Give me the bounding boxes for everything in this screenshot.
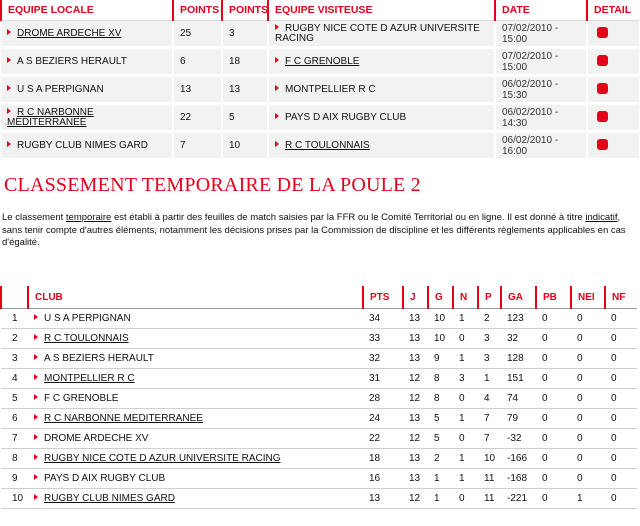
- club-name: PAYS D AIX RUGBY CLUB: [34, 473, 165, 484]
- club-name: DROME ARDECHE XV: [34, 433, 148, 444]
- stat-n: 0: [453, 429, 478, 449]
- stat-g: 9: [428, 349, 453, 369]
- away-team-cell: [268, 132, 495, 160]
- club-name[interactable]: R C NARBONNE MEDITERRANEE: [34, 413, 203, 424]
- rank: 1: [1, 309, 28, 329]
- club-cell: [28, 329, 363, 349]
- stat-nei: 0: [571, 309, 605, 329]
- stat-n: 0: [453, 329, 478, 349]
- standings-header-row: [1, 286, 637, 309]
- stat-j: 13: [403, 469, 428, 489]
- stat-n: 1: [453, 409, 478, 429]
- stat-g: 8: [428, 369, 453, 389]
- club-name: U S A PERPIGNAN: [34, 313, 131, 324]
- col-nf: NF: [605, 286, 637, 309]
- away-team: MONTPELLIER R C: [275, 84, 376, 95]
- rank: 6: [1, 409, 28, 429]
- club-name[interactable]: RUGBY NICE COTE D AZUR UNIVERSITE RACING: [34, 453, 281, 464]
- stat-p: 7: [478, 429, 501, 449]
- stat-p: 7: [478, 409, 501, 429]
- stat-p: 11: [478, 489, 501, 509]
- col-rank: [1, 286, 28, 309]
- stat-pts: 28: [363, 389, 403, 409]
- stat-pb: 0: [536, 409, 571, 429]
- stat-nei: 0: [571, 389, 605, 409]
- stat-nf: 0: [605, 449, 637, 469]
- stat-pts: 31: [363, 369, 403, 389]
- away-team-cell: [268, 76, 495, 104]
- stat-n: 0: [453, 489, 478, 509]
- rank: 10: [1, 489, 28, 509]
- stat-j: 13: [403, 409, 428, 429]
- away-team[interactable]: F C GRENOBLE: [275, 56, 359, 67]
- away-team-cell: [268, 48, 495, 76]
- match-row: [1, 21, 639, 48]
- stat-n: 1: [453, 469, 478, 489]
- col-pb: PB: [536, 286, 571, 309]
- stat-j: 13: [403, 329, 428, 349]
- stat-p: 11: [478, 469, 501, 489]
- match-date: 06/02/2010 - 14:30: [495, 104, 587, 132]
- stat-nei: 1: [571, 489, 605, 509]
- stat-ga: -166: [501, 449, 536, 469]
- stat-nei: 0: [571, 469, 605, 489]
- match-date: 07/02/2010 - 15:00: [495, 48, 587, 76]
- away-team[interactable]: R C TOULONNAIS: [275, 140, 370, 151]
- detail-cell: [587, 76, 639, 104]
- stat-g: 10: [428, 309, 453, 329]
- club-cell: [28, 429, 363, 449]
- col-detail: DETAIL: [587, 0, 639, 21]
- detail-icon[interactable]: [597, 111, 608, 122]
- col-date: DATE: [495, 0, 587, 21]
- stat-p: 3: [478, 349, 501, 369]
- stat-ga: 74: [501, 389, 536, 409]
- standings-row: [1, 389, 637, 409]
- detail-icon[interactable]: [597, 27, 608, 38]
- stat-nf: 0: [605, 469, 637, 489]
- detail-icon[interactable]: [597, 55, 608, 66]
- club-cell: [28, 309, 363, 329]
- col-club: CLUB: [28, 286, 363, 309]
- away-points: 10: [222, 132, 268, 160]
- description-text: Le classement: [2, 212, 66, 223]
- temporaire-link[interactable]: temporaire: [65, 212, 112, 223]
- stat-nf: 0: [605, 489, 637, 509]
- club-name[interactable]: RUGBY CLUB NIMES GARD: [34, 493, 175, 504]
- home-points: 7: [173, 132, 222, 160]
- stat-j: 13: [403, 349, 428, 369]
- home-team-cell: [1, 48, 173, 76]
- col-p: P: [478, 286, 501, 309]
- home-team-cell: [1, 21, 173, 48]
- rank: 8: [1, 449, 28, 469]
- stat-ga: 79: [501, 409, 536, 429]
- stat-nei: 0: [571, 449, 605, 469]
- home-points: 6: [173, 48, 222, 76]
- stat-p: 10: [478, 449, 501, 469]
- stat-ga: 128: [501, 349, 536, 369]
- stat-ga: -168: [501, 469, 536, 489]
- col-pts: PTS: [363, 286, 403, 309]
- stat-pts: 34: [363, 309, 403, 329]
- home-team: RUGBY CLUB NIMES GARD: [7, 141, 148, 151]
- stat-n: 1: [453, 449, 478, 469]
- stat-nf: 0: [605, 349, 637, 369]
- home-team-cell: [1, 104, 173, 132]
- stat-nf: 0: [605, 429, 637, 449]
- away-points: 18: [222, 48, 268, 76]
- stat-pb: 0: [536, 349, 571, 369]
- home-team[interactable]: R C NARBONNE MEDITERRANEE: [7, 108, 165, 128]
- stat-j: 13: [403, 449, 428, 469]
- stat-nf: 0: [605, 329, 637, 349]
- standings-row: [1, 409, 637, 429]
- stat-p: 1: [478, 369, 501, 389]
- stat-g: 2: [428, 449, 453, 469]
- stat-g: 5: [428, 409, 453, 429]
- away-team: PAYS D AIX RUGBY CLUB: [275, 112, 406, 123]
- club-cell: [28, 409, 363, 429]
- rank: 7: [1, 429, 28, 449]
- stat-pts: 24: [363, 409, 403, 429]
- stat-pts: 32: [363, 349, 403, 369]
- home-team: A S BEZIERS HERAULT: [7, 56, 127, 67]
- stat-nf: 0: [605, 409, 637, 429]
- col-home-team: EQUIPE LOCALE: [1, 0, 173, 21]
- col-home-points: POINTS: [173, 0, 222, 21]
- home-points: 13: [173, 76, 222, 104]
- standings-row: [1, 309, 637, 329]
- stat-nei: 0: [571, 429, 605, 449]
- away-team: RUGBY NICE COTE D AZUR UNIVERSITE RACING: [275, 24, 487, 44]
- stat-n: 3: [453, 369, 478, 389]
- stat-pb: 0: [536, 309, 571, 329]
- match-date: 07/02/2010 - 15:00: [495, 21, 587, 48]
- away-points: 3: [222, 21, 268, 48]
- match-date: 06/02/2010 - 16:00: [495, 132, 587, 160]
- away-points: 13: [222, 76, 268, 104]
- matches-table: [0, 0, 639, 161]
- stat-pb: 0: [536, 329, 571, 349]
- stat-n: 1: [453, 309, 478, 329]
- away-team-cell: [268, 104, 495, 132]
- stat-j: 12: [403, 389, 428, 409]
- stat-g: 8: [428, 389, 453, 409]
- home-team-cell: [1, 76, 173, 104]
- standings-row: [1, 429, 637, 449]
- description-text: , sans tenir compte d'autres éléments, notamment les décisions prises par la Commission de discipline et les différents règlements applicables en cas d'égalité.: [2, 212, 626, 248]
- home-team[interactable]: DROME ARDECHE XV: [7, 28, 121, 39]
- standings-row: [1, 449, 637, 469]
- club-name: A S BEZIERS HERAULT: [34, 353, 154, 364]
- club-cell: [28, 469, 363, 489]
- rank: 5: [1, 389, 28, 409]
- rank: 2: [1, 329, 28, 349]
- stat-pb: 0: [536, 469, 571, 489]
- stat-j: 12: [403, 369, 428, 389]
- ranking-description: [2, 212, 636, 250]
- standings-table: [0, 286, 637, 509]
- stat-pb: 0: [536, 429, 571, 449]
- page-title: CLASSEMENT TEMPORAIRE DE LA POULE 2: [4, 174, 421, 196]
- stat-p: 4: [478, 389, 501, 409]
- stat-pts: 18: [363, 449, 403, 469]
- match-row: [1, 132, 639, 160]
- detail-cell: [587, 104, 639, 132]
- away-points: 5: [222, 104, 268, 132]
- stat-pts: 22: [363, 429, 403, 449]
- col-j: J: [403, 286, 428, 309]
- match-row: [1, 76, 639, 104]
- standings-row: [1, 369, 637, 389]
- club-name[interactable]: MONTPELLIER R C: [34, 373, 135, 384]
- club-cell: [28, 349, 363, 369]
- stat-ga: 151: [501, 369, 536, 389]
- stat-ga: 32: [501, 329, 536, 349]
- match-date: 06/02/2010 - 15:30: [495, 76, 587, 104]
- stat-j: 12: [403, 429, 428, 449]
- stat-g: 10: [428, 329, 453, 349]
- stat-nei: 0: [571, 349, 605, 369]
- stat-ga: -221: [501, 489, 536, 509]
- stat-nf: 0: [605, 309, 637, 329]
- stat-pts: 16: [363, 469, 403, 489]
- rank: 9: [1, 469, 28, 489]
- stat-ga: -32: [501, 429, 536, 449]
- indicatif-link[interactable]: indicatif: [585, 212, 618, 223]
- matches-header-row: [1, 0, 639, 21]
- stat-pb: 0: [536, 389, 571, 409]
- rank: 3: [1, 349, 28, 369]
- match-row: [1, 104, 639, 132]
- home-team-cell: [1, 132, 173, 160]
- stat-pb: 0: [536, 489, 571, 509]
- col-nei: NEI: [571, 286, 605, 309]
- club-name[interactable]: R C TOULONNAIS: [34, 333, 129, 344]
- standings-row: [1, 489, 637, 509]
- col-n: N: [453, 286, 478, 309]
- detail-icon[interactable]: [597, 139, 608, 150]
- col-ga: GA: [501, 286, 536, 309]
- stat-n: 1: [453, 349, 478, 369]
- rank: 4: [1, 369, 28, 389]
- detail-cell: [587, 21, 639, 48]
- standings-row: [1, 329, 637, 349]
- detail-cell: [587, 132, 639, 160]
- stat-n: 0: [453, 389, 478, 409]
- col-g: G: [428, 286, 453, 309]
- stat-nei: 0: [571, 369, 605, 389]
- home-points: 25: [173, 21, 222, 48]
- club-name: F C GRENOBLE: [34, 393, 118, 404]
- stat-pb: 0: [536, 449, 571, 469]
- stat-nf: 0: [605, 369, 637, 389]
- standings-row: [1, 469, 637, 489]
- stat-pts: 33: [363, 329, 403, 349]
- standings-row: [1, 349, 637, 369]
- stat-g: 1: [428, 469, 453, 489]
- stat-nei: 0: [571, 409, 605, 429]
- stat-ga: 123: [501, 309, 536, 329]
- stat-g: 1: [428, 489, 453, 509]
- stat-j: 13: [403, 309, 428, 329]
- stat-nf: 0: [605, 389, 637, 409]
- stat-p: 3: [478, 329, 501, 349]
- stat-pb: 0: [536, 369, 571, 389]
- home-points: 22: [173, 104, 222, 132]
- stat-g: 5: [428, 429, 453, 449]
- club-cell: [28, 389, 363, 409]
- home-team: U S A PERPIGNAN: [7, 84, 104, 95]
- stat-j: 12: [403, 489, 428, 509]
- away-team-cell: [268, 21, 495, 48]
- stat-p: 2: [478, 309, 501, 329]
- detail-cell: [587, 48, 639, 76]
- detail-icon[interactable]: [597, 83, 608, 94]
- stat-nei: 0: [571, 329, 605, 349]
- match-row: [1, 48, 639, 76]
- description-text: est établi à partir des feuilles de match saisies par la FFR ou le Comité Territorial ou en ligne. Il est donné à titre: [111, 212, 586, 223]
- club-cell: [28, 489, 363, 509]
- col-away-points: POINTS: [222, 0, 268, 21]
- club-cell: [28, 369, 363, 389]
- col-away-team: EQUIPE VISITEUSE: [268, 0, 495, 21]
- stat-pts: 13: [363, 489, 403, 509]
- club-cell: [28, 449, 363, 469]
